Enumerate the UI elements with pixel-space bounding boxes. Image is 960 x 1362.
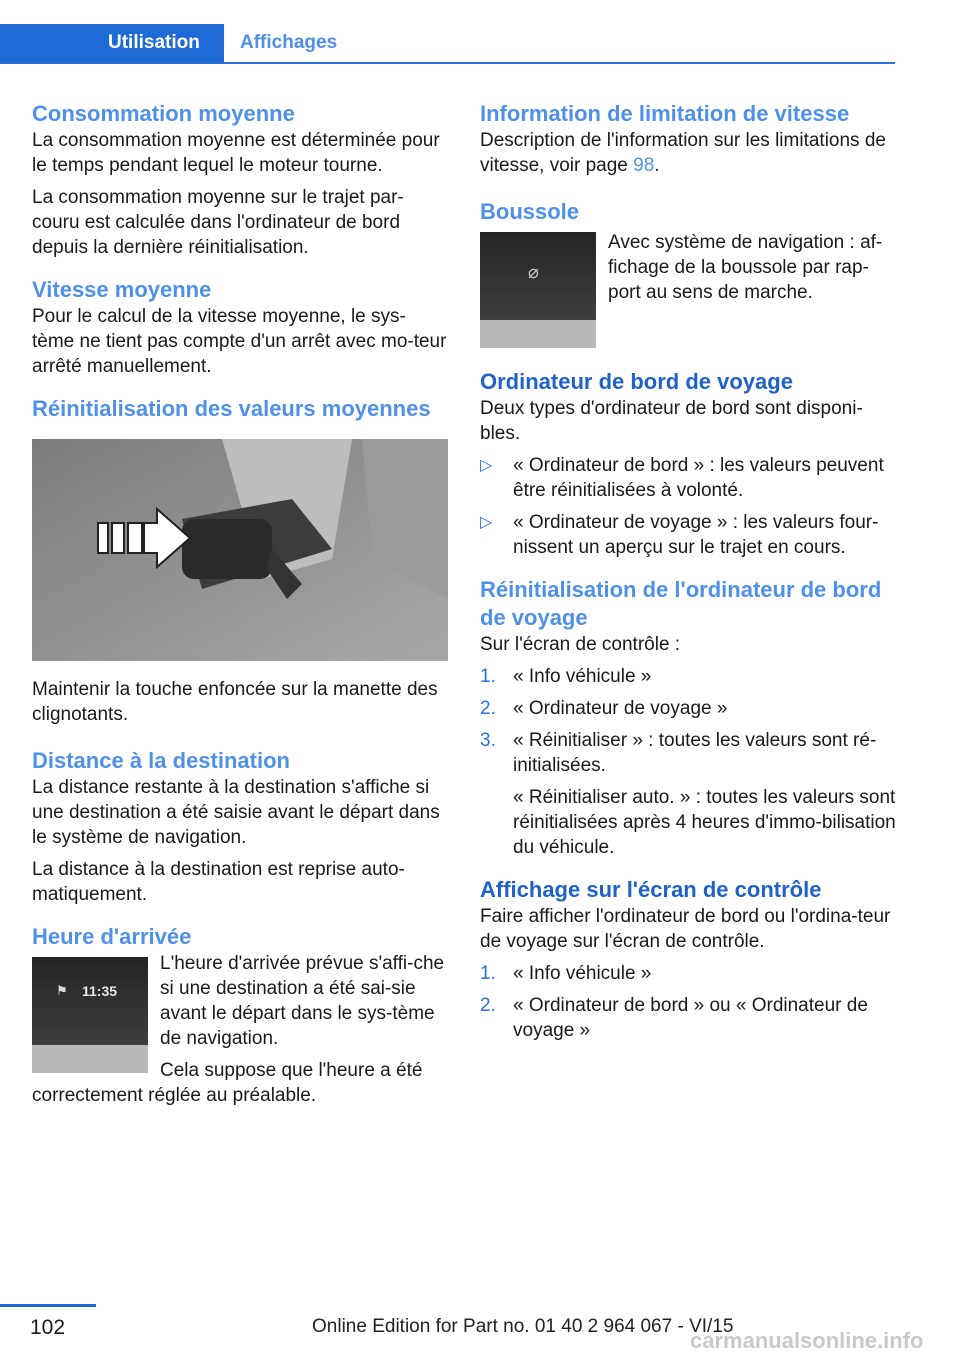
- paragraph: L'heure d'arrivée prévue s'affi-che si une destination a été sai-sie avant le départ dans le sys-tème de navigation.: [160, 953, 445, 1049]
- list-item: 2. « Ordinateur de voyage »: [480, 698, 728, 719]
- heading-consommation: Consommation moyenne: [32, 101, 295, 126]
- triangle-bullet-icon: ▷: [480, 514, 493, 531]
- paragraph: Avec système de navigation : af-fichage de la boussole par rap-port au sens de marche.: [608, 232, 883, 303]
- paragraph: Deux types d'ordinateur de bord sont disponi-bles.: [480, 398, 863, 444]
- paragraph: Maintenir la touche enfoncée sur la manette des clignotants.: [32, 679, 438, 725]
- list-item: 3. « Réinitialiser » : toutes les valeurs sont ré-initialisées.: [480, 730, 877, 776]
- page-number: 102: [30, 1316, 66, 1339]
- tab-affichages[interactable]: Affichages: [240, 32, 338, 53]
- right-column: [480, 100, 896, 1043]
- heading-heure: Heure d'arrivée: [32, 924, 192, 949]
- turn-signal-lever-figure: [32, 439, 448, 661]
- footer-rule: [0, 1304, 96, 1307]
- heading-reinit-ordinateur: Réinitialisation de l'ordinateur de bord de voyage: [480, 577, 882, 630]
- tab-bar: [0, 24, 895, 64]
- paragraph: La consommation moyenne sur le trajet par-couru est calculée dans l'ordinateur de bord depuis la dernière réinitialisation.: [32, 187, 404, 258]
- list-item: ▷ « Ordinateur de voyage » : les valeurs four-nissent un aperçu sur le trajet en cours.: [480, 512, 879, 558]
- heading-limitation: Information de limitation de vitesse: [480, 101, 850, 126]
- heading-ordinateur: Ordinateur de bord de voyage: [480, 369, 793, 394]
- heading-vitesse: Vitesse moyenne: [32, 277, 212, 302]
- paragraph: Cela suppose que l'heure a été correctement réglée au préalable.: [32, 1060, 423, 1106]
- heading-distance: Distance à la destination: [32, 748, 290, 773]
- heading-reinitialisation: Réinitialisation des valeurs moyennes: [32, 396, 431, 421]
- compass-screen: [480, 232, 596, 348]
- arrival-time-screen: [32, 957, 148, 1073]
- paragraph: Pour le calcul de la vitesse moyenne, le sys-tème ne tient pas compte d'un arrêt avec mo-teur arrêté manuellement.: [32, 306, 447, 377]
- triangle-bullet-icon: ▷: [480, 457, 493, 474]
- paragraph: La distance à la destination est reprise auto-matiquement.: [32, 859, 405, 905]
- paragraph: La consommation moyenne est déterminée pour le temps pendant lequel le moteur tourne.: [32, 130, 440, 176]
- edition-text: Online Edition for Part no. 01 40 2 964 067 - VI/15: [312, 1316, 734, 1337]
- page-link[interactable]: 98: [633, 155, 655, 176]
- screen-time: 11:35: [82, 983, 118, 999]
- paragraph: Description de l'information sur les limitations de vitesse, voir page 98.: [480, 130, 886, 176]
- arrival-block: [32, 951, 448, 1108]
- compass-block: [480, 226, 896, 348]
- left-column: [32, 100, 448, 1108]
- tab-utilisation[interactable]: Utilisation: [0, 24, 224, 62]
- list-item: ▷ « Ordinateur de bord » : les valeurs peuvent être réinitialisées à volonté.: [480, 455, 884, 501]
- list-item: 1. « Info véhicule »: [480, 963, 652, 984]
- paragraph: « Réinitialiser auto. » : toutes les valeurs sont réinitialisées après 4 heures d'immo-bilisation du véhicule.: [513, 787, 896, 858]
- lever-illustration: [32, 439, 448, 661]
- heading-affichage: Affichage sur l'écran de contrôle: [480, 877, 822, 902]
- paragraph: Sur l'écran de contrôle :: [480, 634, 681, 655]
- list-item: 2. « Ordinateur de bord » ou « Ordinateur de voyage »: [480, 995, 868, 1041]
- heading-boussole: Boussole: [480, 199, 580, 224]
- steps-list: [480, 961, 896, 1043]
- list-item: 1. « Info véhicule »: [480, 666, 652, 687]
- bullet-list: [480, 453, 896, 560]
- paragraph: La distance restante à la destination s'affiche si une destination a été saisie avant le départ dans le système de navigation.: [32, 777, 440, 848]
- steps-list: [480, 664, 896, 778]
- watermark: carmanualsonline.info: [690, 1328, 924, 1353]
- compass-icon: ⌀: [528, 262, 539, 282]
- flag-icon: ⚑: [56, 983, 68, 998]
- paragraph: Faire afficher l'ordinateur de bord ou l'ordina-teur de voyage sur l'écran de contrôle.: [480, 906, 891, 952]
